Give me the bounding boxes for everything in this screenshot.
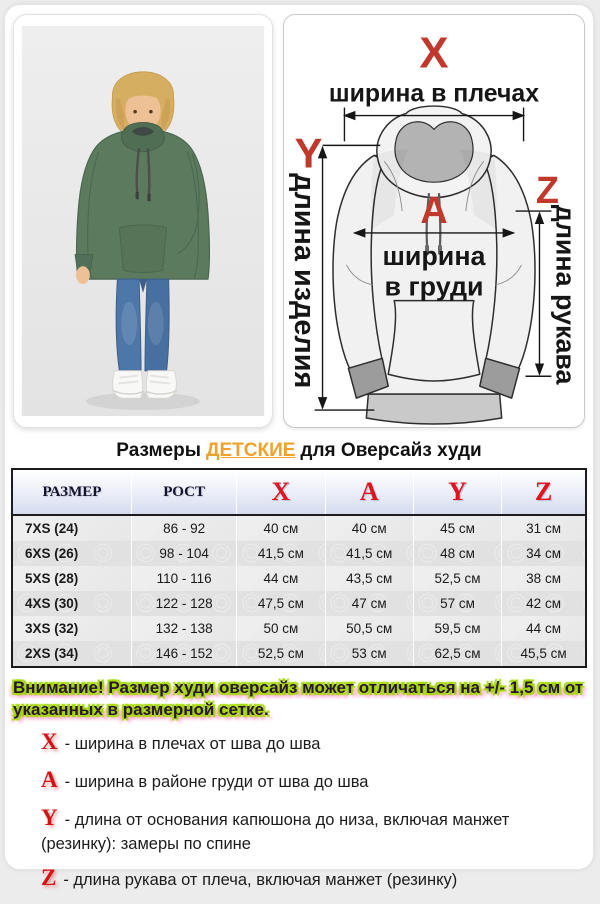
drawstring [148, 148, 149, 193]
cell-height: 110 - 116 [131, 566, 236, 591]
page-title [5, 440, 593, 462]
floor-shadow [86, 392, 200, 410]
measurement-legend [41, 726, 575, 893]
size-chart-card [4, 4, 594, 890]
title-suffix: для Оверсайз худи [300, 440, 482, 461]
header-height: РОСТ [131, 469, 236, 515]
cell-height: 146 - 152 [131, 641, 236, 667]
hand [76, 266, 90, 284]
cell-y: 59,5 см [413, 616, 501, 641]
child-photo [25, 26, 261, 416]
x-label: ширина в плечах [328, 79, 540, 108]
a-letter: A [420, 189, 448, 232]
cell-x: 41,5 см [237, 541, 325, 566]
hood-collar [122, 123, 165, 152]
cell-x: 52,5 см [237, 641, 325, 667]
cell-size: 6XS (26) [12, 541, 131, 566]
cell-x: 44 см [237, 566, 325, 591]
header-y: Y [413, 469, 501, 515]
cell-size: 2XS (34) [12, 641, 131, 667]
table-row [12, 515, 586, 541]
table-row [12, 641, 586, 667]
cell-z: 34 см [502, 541, 586, 566]
legend-letter-y: Y [41, 804, 58, 830]
legend-item-a [41, 764, 575, 795]
cell-y: 52,5 см [413, 566, 501, 591]
cell-z: 44 см [502, 616, 586, 641]
title-highlight-children: ДЕТСКИЕ [205, 440, 296, 461]
hoodie-measurement-diagram [285, 16, 583, 426]
legend-letter-z: Z [41, 864, 57, 890]
cell-a: 43,5 см [325, 566, 413, 591]
legend-item-y [41, 802, 575, 855]
legend-letter-a: A [41, 766, 58, 792]
kangaroo-pocket [119, 225, 166, 273]
header-x: X [237, 469, 325, 515]
hem-band [366, 394, 501, 424]
legend-item-x [41, 726, 575, 757]
legend-item-z [41, 862, 575, 893]
cell-height: 86 - 92 [131, 515, 236, 541]
size-tolerance-warning: Внимание! Размер худи оверсайз может отличаться на +/- 1,5 см от указанных в размерной сетке. [13, 678, 584, 719]
z-label: длина рукава [550, 204, 581, 385]
table-row [12, 566, 586, 591]
header-a: A [325, 469, 413, 515]
header-size: РАЗМЕР [12, 469, 131, 515]
cell-y: 62,5 см [413, 641, 501, 667]
legend-text-a: - ширина в районе груди от шва до шва [64, 772, 369, 791]
z-letter: Z [535, 170, 559, 213]
table-row [12, 591, 586, 616]
cell-a: 41,5 см [325, 541, 413, 566]
cell-x: 47,5 см [237, 591, 325, 616]
cell-a: 53 см [325, 641, 413, 667]
x-letter: X [419, 28, 449, 78]
cell-size: 7XS (24) [12, 515, 131, 541]
legend-text-y: - длина от основания капюшона до низа, включая манжет (резинку): замеры по спине [41, 810, 510, 853]
cell-z: 45,5 см [502, 641, 586, 667]
a-label-line2: в груди [384, 271, 484, 302]
measurement-diagram-card [283, 14, 585, 428]
legend-letter-x: X [41, 728, 58, 754]
cell-y: 45 см [413, 515, 501, 541]
cell-a: 50,5 см [325, 616, 413, 641]
child-photo-card [13, 14, 273, 428]
cell-y: 48 см [413, 541, 501, 566]
cell-size: 5XS (28) [12, 566, 131, 591]
table-header-row [12, 469, 586, 515]
cell-z: 42 см [502, 591, 586, 616]
cuff [75, 254, 93, 268]
cell-a: 40 см [325, 515, 413, 541]
cell-size: 4XS (30) [12, 591, 131, 616]
cell-a: 47 см [325, 591, 413, 616]
cell-y: 57 см [413, 591, 501, 616]
legend-text-x: - ширина в плечах от шва до шва [64, 734, 321, 753]
legend-text-z: - длина рукава от плеча, включая манжет (резинку) [63, 870, 458, 889]
table-row [12, 541, 586, 566]
table-row [12, 616, 586, 641]
cell-height: 122 - 128 [131, 591, 236, 616]
cell-size: 3XS (32) [12, 616, 131, 641]
cell-height: 132 - 138 [131, 616, 236, 641]
cell-height: 98 - 104 [131, 541, 236, 566]
cell-z: 31 см [502, 515, 586, 541]
size-table [11, 468, 587, 668]
header-z: Z [502, 469, 586, 515]
title-prefix: Размеры [116, 440, 201, 461]
a-label-line1: ширина [382, 240, 486, 271]
y-label: длина изделия [288, 173, 321, 389]
kangaroo-pocket [388, 301, 480, 381]
y-letter: Y [294, 129, 323, 177]
cell-x: 50 см [237, 616, 325, 641]
cell-x: 40 см [237, 515, 325, 541]
cell-z: 38 см [502, 566, 586, 591]
child-in-hoodie-illustration [25, 26, 261, 416]
top-panels [5, 5, 593, 430]
